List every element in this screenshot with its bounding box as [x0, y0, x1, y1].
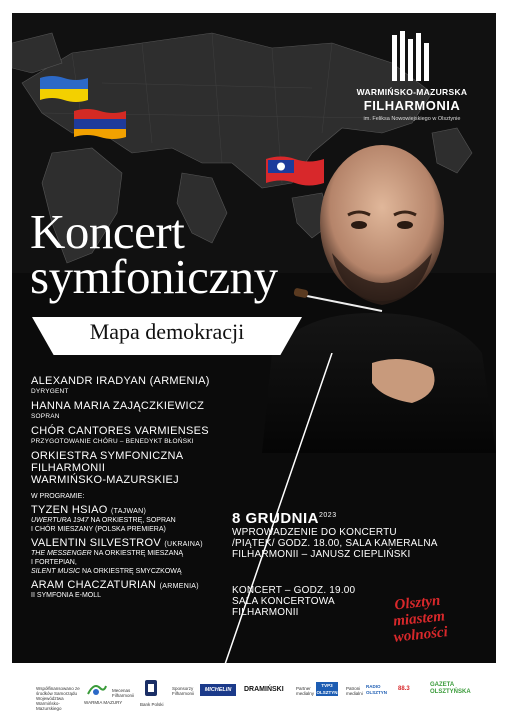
performer-role: PRZYGOTOWANIE CHÓRU – BENEDYKT BŁOŃSKI [31, 438, 194, 445]
logo-org-line2: FILHARMONIA [363, 98, 461, 113]
work-4: II SYMFONIA E-MOLL [31, 592, 102, 599]
philharmonic-logo[interactable] [342, 31, 482, 122]
work-desc: NA ORKIESTRĘ MIESZANĄ [93, 550, 184, 557]
sponsor-draminski[interactable]: DRAMIŃSKI [244, 686, 284, 693]
work-desc: NA ORKIESTRĘ SMYCZKOWĄ [81, 568, 182, 575]
armenia-flag-icon [74, 109, 126, 139]
warmia-mazury-logo-icon[interactable] [86, 682, 108, 698]
concert-line2: SALA KONCERTOWA [232, 596, 335, 607]
intro-line1: WPROWADZENIE DO KONCERTU [232, 527, 397, 538]
composer-3 [31, 579, 231, 591]
sponsor-patron-label: Mecenas Filharmonii [112, 688, 135, 698]
event-date-block [232, 510, 492, 560]
performers-list [31, 370, 251, 486]
composer-2 [31, 537, 231, 549]
work-1-cont: I CHÓR MIESZANY (POLSKA PREMIERA) [31, 526, 166, 533]
motto-line3: wolności [392, 624, 449, 646]
program-section [31, 493, 231, 600]
sponsor-radio-88[interactable]: 88.3 [398, 686, 410, 692]
composer-name: ARAM CHACZATURIAN [31, 579, 157, 591]
sponsor-sponsors-label: Sponsorzy Filharmonii [172, 686, 195, 696]
sponsor-tvp3[interactable]: TVP3 OLSZTYN [316, 683, 338, 695]
title-line1: Koncert [30, 204, 185, 259]
sponsor-media-patrons-label: Patroni medialni [346, 686, 363, 696]
work-1 [31, 516, 231, 525]
ukraine-flag-icon [40, 76, 88, 102]
composer-country: (ARMENIA) [159, 583, 199, 590]
composer-country: (TAJWAN) [111, 508, 147, 515]
work-title: THE MESSENGER [31, 550, 92, 557]
performer-name: FILHARMONII [31, 462, 106, 474]
organ-pipes-icon [390, 31, 434, 83]
concert-info [232, 585, 355, 618]
performer-name: WARMIŃSKO-MAZURSKIEJ [31, 474, 179, 486]
event-year: 2023 [319, 512, 337, 519]
sponsor-warmia-mazury: WARMIA MAZURY [84, 700, 123, 705]
sponsors-strip [0, 672, 509, 712]
motto-line2: miastem [392, 608, 446, 630]
composer-1 [31, 504, 231, 516]
work-2 [31, 549, 231, 558]
sponsor-media-partner-label: Partner medialny [296, 686, 315, 696]
intro-line3: FILHARMONII – JANUSZ CIEPLIŃSKI [232, 549, 411, 560]
event-date [232, 510, 492, 527]
motto-line1: Olsztyn [393, 592, 442, 614]
sponsor-cofinancing-note: Współfinansowano ze środków Samorządu Województwa Warmińsko-Mazurskiego [36, 686, 80, 711]
concert-poster [12, 13, 496, 663]
concert-line3: FILHARMONII [232, 607, 299, 618]
concert-line1: KONCERT – GODZ. 19.00 [232, 585, 356, 596]
sponsor-radio-olsztyn[interactable]: RADIO OLSZTYN [366, 684, 387, 695]
pko-bank-logo-icon[interactable] [144, 678, 158, 698]
performer-name: ORKIESTRA SYMFONICZNA [31, 450, 184, 462]
sponsor-gazeta-olsztynska[interactable]: GAZETA OLSZTYŃSKA [430, 682, 471, 695]
work-2-cont: I FORTEPIAN, [31, 559, 77, 566]
program-heading: W PROGRAMIE: [31, 493, 85, 500]
performer-role: SOPRAN [31, 413, 60, 420]
performer-role: DYRYGENT [31, 388, 69, 395]
sponsor-pko-bank: Bank Polski [140, 702, 164, 707]
performer-name: CHÓR CANTORES VARMIENSES [31, 425, 209, 437]
event-date-text: 8 GRUDNIA [232, 510, 320, 527]
composer-name: TYZEN HSIAO [31, 504, 108, 516]
work-title: UWERTURA 1947 [31, 517, 89, 524]
poster-subtitle: Mapa demokracji [89, 319, 245, 344]
composer-name: VALENTIN SILVESTROV [31, 537, 161, 549]
title-line2: symfoniczny [30, 249, 278, 304]
intro-line2: /PIĄTEK/ GODZ. 18.00, SALA KAMERALNA [232, 538, 438, 549]
logo-org-line3: im. Feliksa Nowowiejskiego w Olsztynie [363, 116, 461, 122]
sponsor-michelin[interactable]: MICHELIN [200, 684, 236, 696]
city-motto [390, 592, 449, 645]
work-title: SILENT MUSIC [31, 568, 81, 575]
work-desc: NA ORKIESTRĘ, SOPRAN [90, 517, 176, 524]
logo-org-line1: WARMIŃSKO-MAZURSKA [356, 87, 468, 97]
composer-country: (UKRAINA) [164, 541, 203, 548]
poster-title [30, 204, 278, 304]
work-3 [31, 567, 231, 576]
performer-name: ALEXANDR IRADYAN (ARMENIA) [31, 375, 210, 387]
performer-name: HANNA MARIA ZAJĄCZKIEWICZ [31, 400, 205, 412]
